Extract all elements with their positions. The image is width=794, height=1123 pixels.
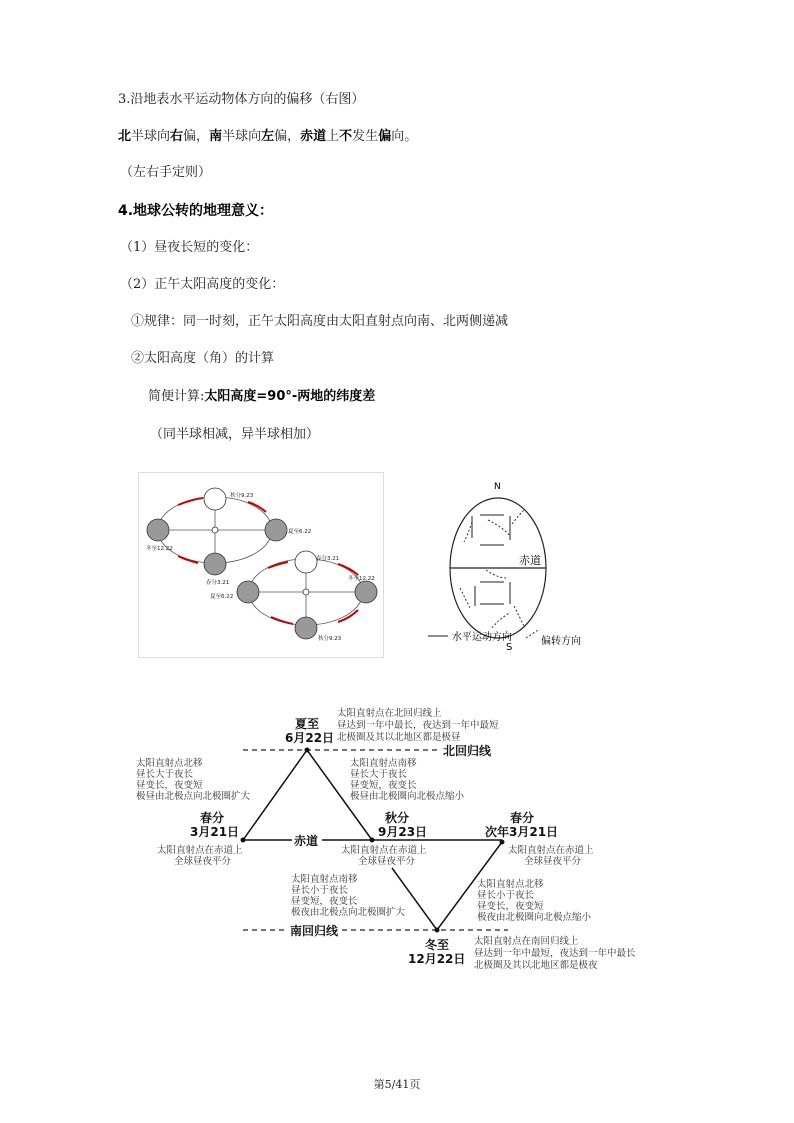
rule-text: ①规律：同一时刻，正午太阳高度由太阳直射点向南、北两侧递减 bbox=[131, 314, 509, 329]
item-1: （1）昼夜长短的变化： bbox=[120, 240, 259, 255]
phase-4-notes bbox=[477, 878, 592, 923]
winter-note: 太阳直射点在南回归线上 bbox=[474, 936, 579, 947]
north-label: N bbox=[494, 482, 501, 492]
phase-note: 太阳直射点南移 bbox=[291, 874, 358, 885]
rule-part: 不 bbox=[339, 129, 353, 144]
next-spring-note: 全球昼夜平分 bbox=[524, 856, 582, 867]
formula-label: 简便计算: bbox=[148, 389, 205, 404]
phase-note: 昼长大于夜长 bbox=[350, 769, 408, 780]
phase-note: 极昼由北极圈向北极点缩小 bbox=[350, 791, 465, 802]
formula-line bbox=[148, 389, 375, 405]
orbit-label: 冬至12.22 bbox=[348, 576, 375, 582]
south-label: S bbox=[506, 642, 513, 653]
orbit-label: 夏至6.22 bbox=[210, 594, 234, 600]
rule-part: 半球向 bbox=[131, 129, 171, 144]
next-spring-date: 次年3月21日 bbox=[485, 825, 559, 839]
rule-part: 半球向 bbox=[222, 129, 262, 144]
phase-note: 昼变短，夜变长 bbox=[291, 896, 358, 907]
rule-part: 向。 bbox=[391, 129, 418, 144]
summer-name: 夏至 bbox=[295, 717, 320, 731]
rule-part: 偏 bbox=[378, 129, 392, 144]
phase-note: 昼长大于夜长 bbox=[136, 769, 194, 780]
phase-1-notes bbox=[136, 757, 251, 802]
orbit-label: 春分3.21 bbox=[206, 580, 230, 586]
phase-note: 昼变长，夜变短 bbox=[136, 780, 203, 791]
legend-deflect bbox=[526, 630, 581, 647]
rule-part: 南 bbox=[209, 129, 223, 144]
rule-part: 北 bbox=[118, 129, 132, 144]
phase-2-notes bbox=[350, 757, 465, 802]
autumn-note: 全球昼夜平分 bbox=[358, 856, 416, 867]
next-spring-note: 太阳直射点在赤道上 bbox=[508, 845, 594, 856]
phase-note: 昼变长，夜变短 bbox=[477, 901, 544, 912]
legend-motion bbox=[428, 630, 512, 643]
rule-part: 发生 bbox=[352, 129, 379, 144]
legend-deflect-label: 偏转方向 bbox=[541, 636, 581, 647]
summer-note: 北极圈及其以北地区都是极昼 bbox=[337, 732, 461, 743]
phase-note: 太阳直射点北移 bbox=[477, 879, 544, 890]
next-spring-name: 春分 bbox=[510, 811, 535, 825]
orbit-figure bbox=[138, 472, 384, 658]
spring-date: 3月21日 bbox=[190, 825, 240, 839]
tropic-south-label: 南回归线 bbox=[290, 924, 339, 938]
spring-name: 春分 bbox=[200, 811, 225, 825]
calc-title: ②太阳高度（角）的计算 bbox=[131, 351, 275, 366]
orbit-label: 春分3.21 bbox=[316, 556, 340, 562]
rule-part: 右 bbox=[170, 129, 184, 144]
legend-motion-label: 水平运动方向 bbox=[452, 632, 512, 643]
autumn-note: 太阳直射点在赤道上 bbox=[341, 845, 427, 856]
formula-note: （同半球相减，异半球相加） bbox=[150, 427, 320, 442]
orbit-label: 秋分9.23 bbox=[318, 636, 342, 642]
phase-note: 昼长小于夜长 bbox=[477, 890, 535, 901]
rule-part: 偏， bbox=[274, 129, 301, 144]
rule-part: 左 bbox=[261, 129, 275, 144]
phase-note: 极夜由北极点向北极圈扩大 bbox=[291, 907, 406, 918]
spring-note: 全球昼夜平分 bbox=[174, 856, 232, 867]
item-2: （2）正午太阳高度的变化： bbox=[120, 277, 285, 292]
tropic-north-label: 北回归线 bbox=[443, 744, 492, 758]
phase-note: 极夜由北极圈向北极点缩小 bbox=[477, 912, 592, 923]
phase-note: 太阳直射点北移 bbox=[136, 758, 203, 769]
page-number: 第5/41页 bbox=[373, 1078, 421, 1091]
orbit-label: 夏至6.22 bbox=[288, 529, 312, 535]
deflection-rule bbox=[118, 129, 417, 145]
winter-note: 北极圈及其以北地区都是极夜 bbox=[474, 960, 598, 971]
winter-date: 12月22日 bbox=[408, 952, 466, 966]
summer-note: 昼达到一年中最长，夜达到一年中最短 bbox=[337, 720, 499, 731]
sun-cycle-diagram bbox=[0, 700, 794, 980]
section-heading: 4.地球公转的地理意义： bbox=[118, 203, 274, 219]
equator-label: 赤道 bbox=[294, 834, 319, 848]
autumn-date: 9月23日 bbox=[378, 825, 428, 839]
rule-note: （左右手定则） bbox=[120, 165, 212, 180]
phase-note: 极昼由北极点向北极圈扩大 bbox=[136, 791, 251, 802]
section-title: 3.沿地表水平运动物体方向的偏移（右图） bbox=[118, 92, 365, 107]
winter-name: 冬至 bbox=[425, 938, 450, 952]
rule-part: 赤道 bbox=[300, 129, 327, 144]
winter-note: 昼达到一年中最短，夜达到一年中最长 bbox=[474, 948, 636, 959]
phase-3-notes bbox=[291, 873, 406, 918]
orbit-label: 秋分9.23 bbox=[230, 493, 254, 499]
formula: 太阳高度=90°-两地的纬度差 bbox=[204, 389, 376, 404]
phase-note: 昼变短，夜变长 bbox=[350, 780, 417, 791]
summer-date: 6月22日 bbox=[285, 731, 335, 745]
rule-part: 偏， bbox=[183, 129, 210, 144]
autumn-name: 秋分 bbox=[385, 811, 410, 825]
spring-note: 太阳直射点在赤道上 bbox=[157, 845, 243, 856]
deflection-figure bbox=[420, 478, 620, 658]
summer-note: 太阳直射点在北回归线上 bbox=[337, 708, 442, 719]
orbit-label: 冬至12.22 bbox=[146, 546, 173, 552]
phase-note: 昼长小于夜长 bbox=[291, 885, 349, 896]
phase-note: 太阳直射点南移 bbox=[350, 758, 417, 769]
rule-part: 上 bbox=[326, 129, 340, 144]
equator-label: 赤道 bbox=[519, 554, 541, 567]
